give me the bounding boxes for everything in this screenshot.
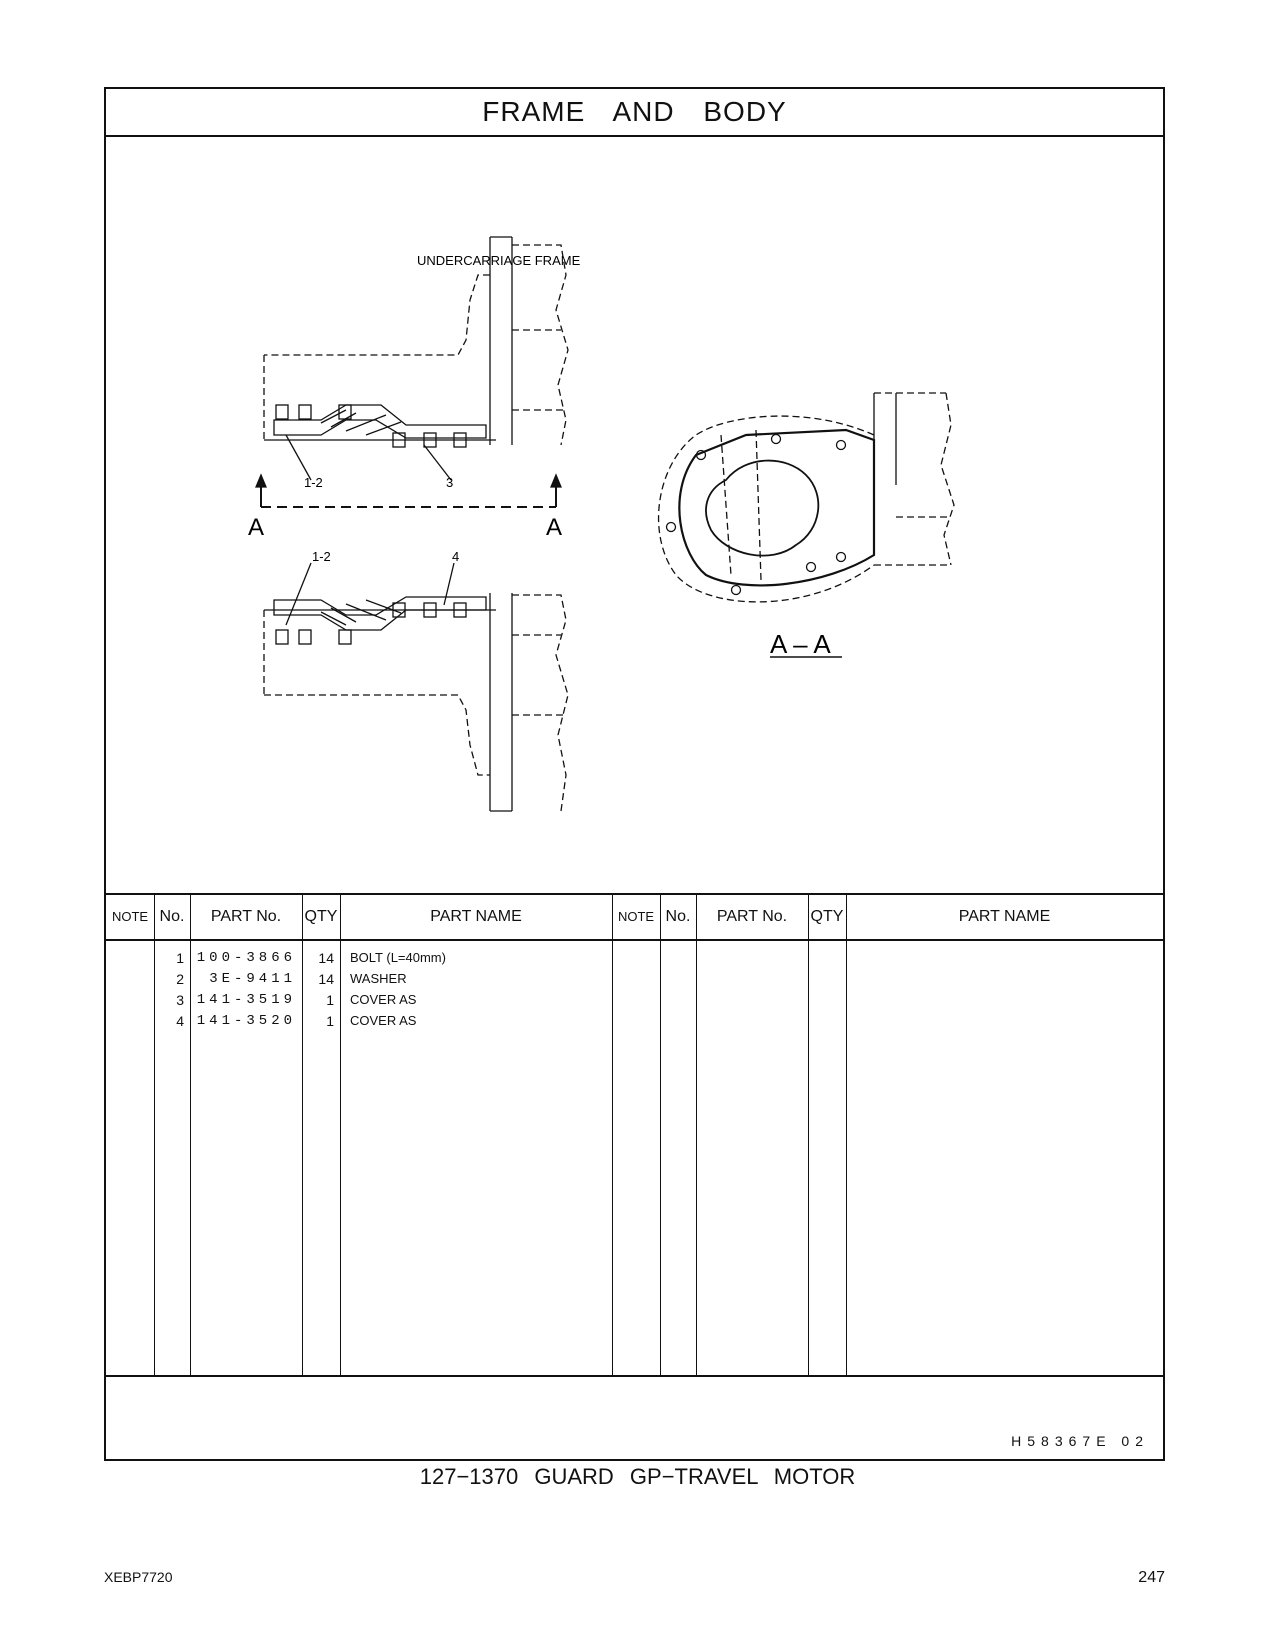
table-header (106, 895, 1163, 941)
header-part-name: PART NAME (430, 908, 522, 925)
row-no: 1 (176, 950, 184, 966)
row-part-no: 100-3866 (196, 950, 296, 966)
top-cover-assembly (274, 405, 486, 447)
callout-1-2-top: 1-2 (304, 475, 323, 490)
row-no: 3 (176, 992, 184, 1008)
bottom-cover-assembly (274, 597, 486, 644)
column-divider (612, 895, 613, 1375)
row-part-no: 141-3520 (196, 1013, 296, 1029)
exploded-view-diagram (106, 135, 1163, 893)
section-view-aa (659, 393, 954, 657)
parts-drawing (106, 135, 1163, 893)
group-caption: 127−1370 GUARD GP−TRAVEL MOTOR (419, 1464, 856, 1489)
header-qty: QTY (304, 908, 338, 925)
document-id: XEBP7720 (104, 1569, 173, 1585)
column-divider (340, 895, 341, 1375)
top-frame-outline (264, 237, 568, 445)
row-qty: 1 (326, 992, 334, 1008)
column-divider (696, 895, 697, 1375)
header-part-no-2: PART No. (716, 908, 788, 925)
page-title: FRAME AND BODY (106, 89, 1163, 137)
callout-1-2-bottom: 1-2 (312, 549, 331, 564)
column-divider (660, 895, 661, 1375)
header-no: No. (159, 908, 185, 925)
section-a-right: A (546, 514, 563, 541)
header-note-2: NOTE (617, 909, 655, 924)
column-divider (808, 895, 809, 1375)
drawing-code: H58367E 02 (1011, 1433, 1149, 1449)
row-part-no: 141-3519 (196, 992, 296, 1008)
header-no-2: No. (665, 908, 691, 925)
section-a-left: A (248, 514, 265, 541)
header-note: NOTE (111, 909, 149, 924)
row-part-name: COVER AS (350, 1013, 417, 1028)
row-no: 2 (176, 971, 184, 987)
header-part-name-2: PART NAME (958, 908, 1051, 925)
bottom-frame-outline (264, 593, 568, 811)
row-part-name: WASHER (350, 971, 407, 986)
header-qty-2: QTY (810, 908, 844, 925)
row-qty: 1 (326, 1013, 334, 1029)
page-number: 247 (1138, 1569, 1165, 1586)
row-part-name: BOLT (L=40mm) (350, 950, 446, 965)
parts-page-frame (104, 87, 1165, 1461)
row-qty: 14 (318, 971, 334, 987)
callout-3: 3 (446, 475, 454, 490)
section-view-label: A – A (770, 629, 831, 659)
column-divider (846, 895, 847, 1375)
header-part-no: PART No. (210, 908, 282, 925)
parts-list-table (106, 893, 1163, 1377)
row-no: 4 (176, 1013, 184, 1029)
row-qty: 14 (318, 950, 334, 966)
undercarriage-frame-label: UNDERCARRIAGE FRAME (417, 253, 581, 268)
row-part-no: 3E-9411 (209, 971, 296, 987)
row-part-name: COVER AS (350, 992, 417, 1007)
callout-4: 4 (452, 549, 460, 564)
